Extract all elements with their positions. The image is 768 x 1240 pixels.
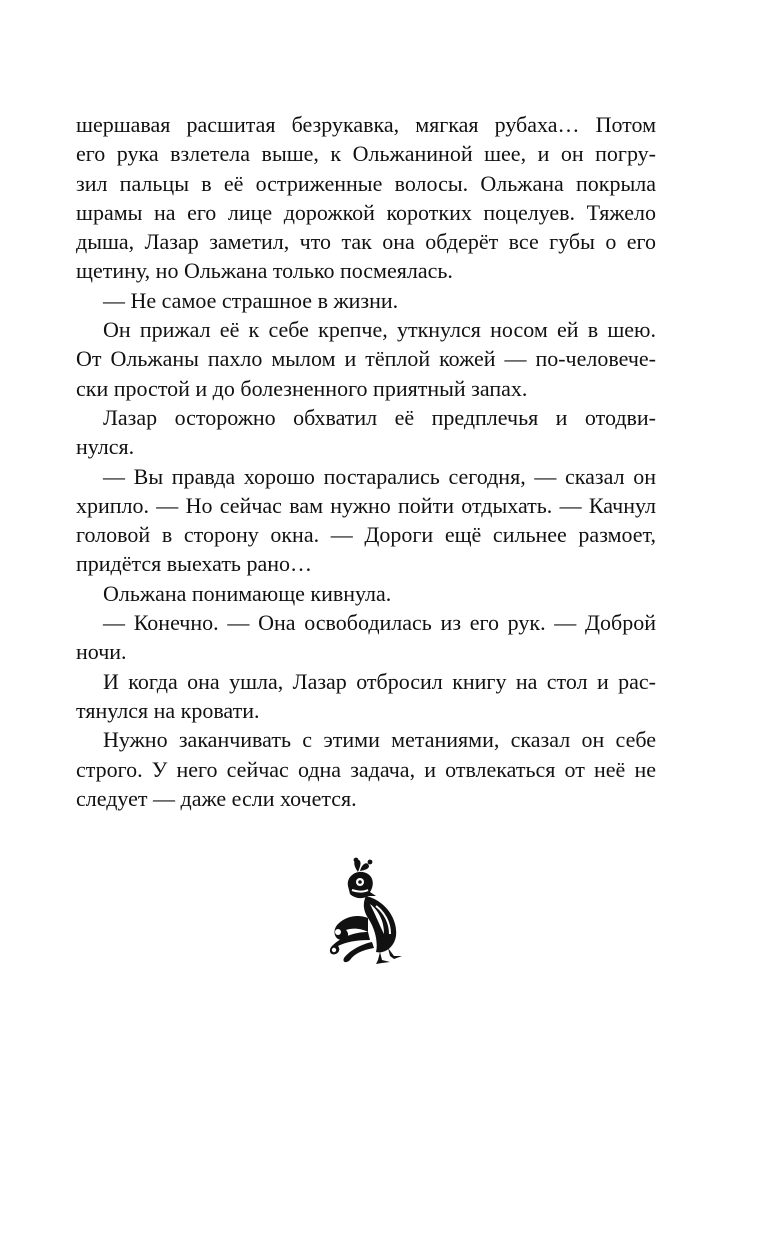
paragraph: [76, 667, 656, 726]
body-text: [76, 110, 656, 813]
text-line: следует — даже если хочется.: [76, 785, 357, 811]
paragraph: [76, 315, 656, 403]
text-line: нулся.: [76, 434, 135, 460]
text-line: ски простой и до болезненного приятный запах.: [76, 375, 528, 401]
paragraph: [76, 286, 656, 315]
text-line: его рука взлетела выше, к Ольжаниной шее, и он погру-: [76, 141, 656, 167]
paragraph: [76, 579, 656, 608]
text-line: шрамы на его лице дорожкой коротких поцелуев. Тяжело: [76, 199, 656, 225]
text-line: Ольжана понимающе кивнула.: [103, 580, 392, 606]
text-line: ночи.: [76, 639, 127, 665]
text-line: Он прижал её к себе крепче, уткнулся носом ей в шею.: [103, 317, 656, 343]
text-line: тянулся на кровати.: [76, 697, 260, 723]
paragraph: [76, 403, 656, 462]
paragraph: [76, 608, 656, 667]
text-line: От Ольжаны пахло мылом и тёплой кожей — по-человече-: [76, 346, 656, 372]
text-line: хрипло. — Но сейчас вам нужно пойти отдыхать. — Качнул: [76, 492, 656, 518]
text-line: Лазар осторожно обхватил её предплечья и отодви-: [103, 404, 656, 430]
paragraph: [76, 462, 656, 579]
text-line: головой в сторону окна. — Дороги ещё сильнее размоет,: [76, 522, 656, 548]
text-line: шершавая расшитая безрукавка, мягкая рубаха… Потом: [76, 112, 656, 137]
text-line: строго. У него сейчас одна задача, и отвлекаться от неё не: [76, 756, 656, 782]
text-line: И когда она ушла, Лазар отбросил книгу на стол и рас-: [103, 668, 656, 694]
paragraph: [76, 110, 656, 286]
text-line: зил пальцы в её остриженные волосы. Ольжана покрыла: [76, 170, 656, 196]
text-line: — Не самое страшное в жизни.: [103, 287, 399, 313]
paragraph: [76, 725, 656, 813]
text-line: придётся выехать рано…: [76, 551, 313, 577]
text-line: Нужно заканчивать с этими метаниями, сказал он себе: [103, 727, 656, 753]
text-line: — Вы правда хорошо постарались сегодня, — сказал он: [103, 463, 656, 489]
text-line: дыша, Лазар заметил, что так она обдерёт все губы о его: [76, 229, 656, 255]
text-line: — Конечно. — Она освободилась из его рук. — Доброй: [103, 610, 656, 636]
text-line: щетину, но Ольжана только посмеялась.: [76, 258, 453, 284]
bird-ornament-icon: [318, 856, 406, 966]
